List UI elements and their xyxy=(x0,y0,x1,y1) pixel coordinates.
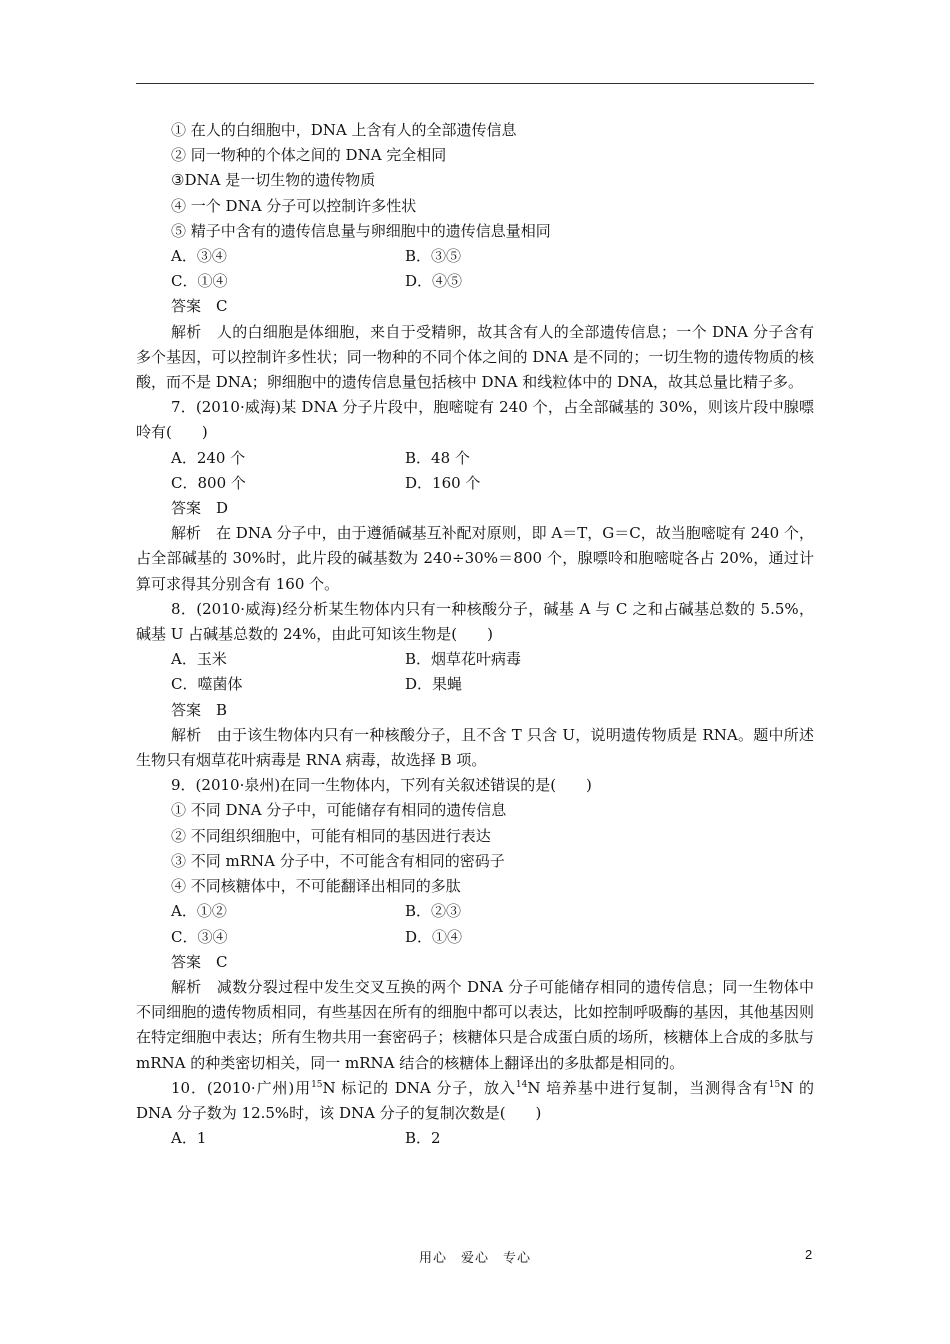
option-b: B．2 xyxy=(405,1129,441,1148)
text-line: 答案 B xyxy=(171,700,228,719)
text-line: ④ 不同核糖体中，不可能翻译出相同的多肽 xyxy=(171,877,461,896)
paragraph: 8．(2010·威海)经分析某生物体内只有一种核酸分子，碱基 A 与 C 之和占碱基总数的 5.5%，碱基 U 占碱基总数的 24%，由此可知该生物是( ) xyxy=(136,599,814,644)
option-right: B．烟草花叶病毒 xyxy=(405,650,522,669)
option-left: C．③④ xyxy=(171,927,228,946)
options-row xyxy=(136,446,814,471)
option-right: D．④⑤ xyxy=(405,272,463,291)
paragraph: 解析 人的白细胞是体细胞，来自于受精卵，故其含有人的全部遗传信息；一个 DNA 分子含有多个基因，可以控制许多性状；同一物种的不同个体之间的 DNA 是不同的；一切生物的遗传物质的核酸，而不是 DNA；卵细胞中的遗传信息量包括核中 DNA 和线粒体中的 DNA，故其总量比精子多。 xyxy=(136,322,814,392)
paragraph: 解析 减数分裂过程中发生交叉互换的两个 DNA 分子可能储存相同的遗传信息；同一生物体中不同细胞的遗传物质相同，有些基因在所有的细胞中都可以表达，比如控制呼吸酶的基因，其他基因则在特定细胞中表达；所有生物共用一套密码子；核糖体只是合成蛋白质的场所，核糖体上合成的多肽与 mRNA 的种类密切相关，同一 mRNA 结合的核糖体上翻译出的多肽都是相同的。 xyxy=(136,977,814,1072)
q10-options xyxy=(136,1126,814,1151)
options-row xyxy=(136,471,814,496)
paragraph: 7．(2010·威海)某 DNA 分子片段中，胞嘧啶有 240 个，占全部碱基的 30%，则该片段中腺嘌呤有( ) xyxy=(136,398,814,442)
option-left: A．240 个 xyxy=(171,448,246,467)
text-line: 答案 C xyxy=(171,297,228,316)
options-row xyxy=(136,925,814,950)
text-line: 9．(2010·泉州)在同一生物体内，下列有关叙述错误的是( ) xyxy=(171,776,592,795)
text-line: ④ 一个 DNA 分子可以控制许多性状 xyxy=(171,196,417,215)
option-right: D．160 个 xyxy=(405,473,481,492)
option-left: A．①② xyxy=(171,902,227,921)
option-a: A．1 xyxy=(171,1129,207,1148)
text-line: ③ 不同 mRNA 分子中，不可能含有相同的密码子 xyxy=(171,851,505,870)
text-line: 答案 D xyxy=(171,499,229,518)
option-left: C．噬菌体 xyxy=(171,675,243,694)
option-left: A．玉米 xyxy=(171,650,227,669)
option-left: A．③④ xyxy=(171,247,227,266)
document-body xyxy=(136,118,814,1151)
option-left: C．①④ xyxy=(171,272,228,291)
footer-text: 用心 爱心 专心 xyxy=(418,1251,531,1266)
options-row xyxy=(136,269,814,294)
option-right: D．果蝇 xyxy=(405,675,463,694)
option-right: B．48 个 xyxy=(405,448,470,467)
paragraph: 解析 在 DNA 分子中，由于遵循碱基互补配对原则，即 A＝T，G＝C，故当胞嘧啶有 240 个，占全部碱基的 30%时，此片段的碱基数为 240÷30%＝800 个，腺嘌呤和胞嘧啶各占 20%，通过计算可求得其分别含有 160 个。 xyxy=(136,524,814,593)
option-right: B．②③ xyxy=(405,902,462,921)
paragraph: 解析 由于该生物体内只有一种核酸分子，且不含 T 只含 U，说明遗传物质是 RNA。题中所述生物只有烟草花叶病毒是 RNA 病毒，故选择 B 项。 xyxy=(136,725,814,770)
text-line: ① 不同 DNA 分子中，可能储存有相同的遗传信息 xyxy=(171,801,507,820)
text-line: ⑤ 精子中含有的遗传信息量与卵细胞中的遗传信息量相同 xyxy=(171,221,551,240)
option-left: C．800 个 xyxy=(171,473,246,492)
question-10: 10．(2010·广州)用$^{15}$N 标记的 DNA 分子，放入$^{14}$N 培养基中进行复制，当测得含有$^{15}$N 的 DNA 分子数为 12.5%时，该 DNA 分子的复制次数是( ) xyxy=(136,1078,814,1122)
text-line: ① 在人的白细胞中，DNA 上含有人的全部遗传信息 xyxy=(171,121,517,139)
page-number: 2 xyxy=(805,1247,813,1262)
option-right: D．①④ xyxy=(405,927,463,946)
options-row xyxy=(136,647,814,672)
options-row xyxy=(136,899,814,924)
option-right: B．③⑤ xyxy=(405,247,462,266)
header-rule xyxy=(136,83,814,84)
options-row xyxy=(136,244,814,269)
text-line: ② 同一物种的个体之间的 DNA 完全相同 xyxy=(171,146,447,165)
text-line: ③DNA 是一切生物的遗传物质 xyxy=(171,171,376,190)
question-blocks xyxy=(136,118,814,1076)
options-row xyxy=(136,672,814,697)
text-line: 答案 C xyxy=(171,952,228,971)
text-line: ② 不同组织细胞中，可能有相同的基因进行表达 xyxy=(171,826,491,845)
